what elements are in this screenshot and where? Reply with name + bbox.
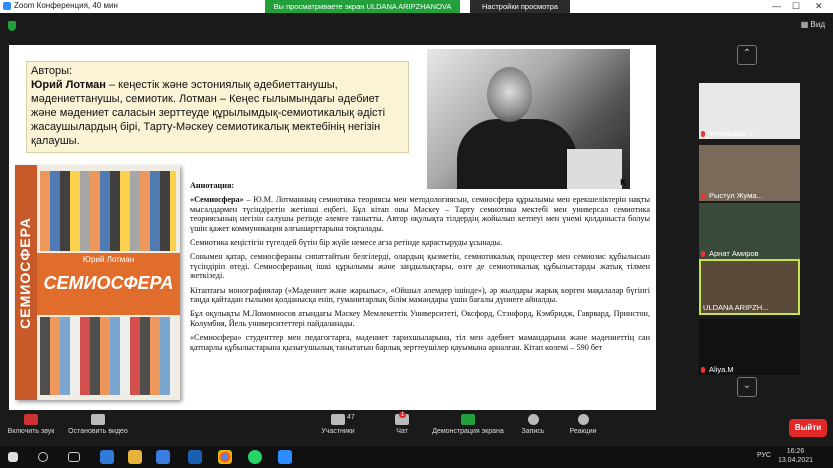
chat-label: Чат xyxy=(396,428,408,435)
view-button-label: Вид xyxy=(810,20,825,29)
mic-muted-icon xyxy=(701,131,705,137)
participant-name: Арнат Амиров xyxy=(709,249,759,258)
author-text: – кеңестік және эстониялық әдебиеттанушы, мәдениеттанушы, семиотик. Лотман – Кеңес ғылымындағы әдебиет және мәдениет саласын зерттеуде құрылымдық-семиотикалық әдісті жасаушылардың бірі, Тарту-Мәскеу семиотикалық мектебінің негізін қалаушы. xyxy=(31,79,386,147)
mic-muted-icon xyxy=(701,251,705,257)
clock-date: 13.04.2021 xyxy=(777,457,813,464)
window-title: Zoom Конференция, 40 мин xyxy=(14,1,118,10)
meeting-topbar xyxy=(0,13,833,41)
annotation xyxy=(190,181,650,357)
mute-button[interactable] xyxy=(6,414,56,435)
record-button[interactable] xyxy=(518,414,548,435)
participants-button[interactable] xyxy=(318,414,358,435)
video-label: Остановить видео xyxy=(68,428,128,435)
participant-name: Yerkebulan Y... xyxy=(709,129,759,138)
chrome-icon[interactable] xyxy=(218,450,232,464)
participant-name: ULDANA ARIPZH... xyxy=(703,303,769,312)
meeting-toolbar xyxy=(0,410,833,446)
task-view-icon[interactable] xyxy=(68,452,80,462)
participant-tile[interactable] xyxy=(699,83,800,139)
photo-head xyxy=(487,67,532,122)
share-banner: Вы просматриваете экран ULDANA ARIPZHANOVA xyxy=(265,0,460,13)
participant-name: Рыстул Жума... xyxy=(709,191,763,200)
zoom-logo-icon xyxy=(3,2,11,10)
clock[interactable] xyxy=(778,447,813,465)
annotation-paragraph-6: «Семиосфера» студенттер мен педагогтарға, мәдениет тарихшыларына, тіл мен әдебиет мамандарына және мәдениеттің сан қатпарлы құбылыстарына қызығушылық танытатын барлық зерттеушілер қауымына арналған. Кітап көлемі – 590 бет xyxy=(190,333,650,352)
annotation-paragraph-3: Сонымен қатар, семиосфераны сипаттайтын белгілерді, олардың қызметін, семиотикалық процестер мен семиозис құбылысын түсіндіріп өтеді. Семиосфераның ішкі құрылымы және заңдылықтары, өзге де семиотикалық құбылыстарды жатық тілмен жеткізеді. xyxy=(190,252,650,281)
mic-muted-icon xyxy=(701,367,705,373)
clock-time: 16:26 xyxy=(786,448,805,455)
book-cover xyxy=(15,165,180,400)
minimize-icon[interactable]: — xyxy=(772,1,781,11)
language-indicator[interactable]: РУС xyxy=(756,452,771,459)
reactions-button[interactable] xyxy=(566,414,600,435)
annotation-paragraph-2: Семиотика кеңістігін түгелдей бүтін бір жүйе немесе ағза ретінде қарастыруды ұсынады. xyxy=(190,238,503,248)
cover-pattern-top xyxy=(40,171,176,251)
maximize-icon[interactable]: ☐ xyxy=(792,1,801,11)
authors-box xyxy=(26,61,409,153)
participants-icon xyxy=(331,414,345,425)
participant-gallery xyxy=(657,41,833,409)
windows-start-icon[interactable] xyxy=(8,452,18,462)
participant-tile-active[interactable] xyxy=(699,259,800,315)
cover-pattern-bottom xyxy=(40,317,176,395)
participant-tile[interactable] xyxy=(699,319,800,375)
annotation-paragraph-1 xyxy=(190,195,650,233)
record-icon xyxy=(528,414,539,425)
lotman-photo xyxy=(427,49,630,189)
annotation-title-bold: «Семиосфера» xyxy=(190,195,244,205)
book-spine-title: СЕМИОСФЕРА xyxy=(17,217,33,329)
video-button[interactable] xyxy=(66,414,130,435)
zoom-taskbar-icon[interactable] xyxy=(278,450,292,464)
author-name: Юрий Лотман xyxy=(31,79,106,91)
authors-paragraph xyxy=(31,78,404,148)
authors-label: Авторы: xyxy=(31,65,73,77)
edge-icon[interactable] xyxy=(100,450,114,464)
gallery-down-icon[interactable]: ⌄ xyxy=(737,377,757,397)
view-button[interactable]: ▦ Вид xyxy=(800,20,825,29)
shared-slide xyxy=(9,45,656,412)
share-screen-icon xyxy=(461,414,475,425)
windows-taskbar xyxy=(0,446,833,468)
mic-muted-icon xyxy=(701,193,705,199)
mute-label: Включить звук xyxy=(7,428,55,435)
share-label: Демонстрация экрана xyxy=(432,428,504,435)
gallery-up-icon[interactable]: ⌃ xyxy=(737,45,757,65)
store-icon[interactable] xyxy=(156,450,170,464)
annotation-paragraph-5: Бұл оқулықты М.Ломомносов атындағы Мәскеу Мемлекеттік Университеті, Оксфорд, Стэнфорд, Кэмбридж, Гаврвард, Принстон, Колумбия, Йель университеттері пайдаланады. xyxy=(190,309,650,328)
participant-name: Aliya.M xyxy=(709,365,734,374)
search-icon[interactable] xyxy=(38,452,48,462)
leave-button[interactable]: Выйти xyxy=(789,419,827,437)
participants-count: 47 xyxy=(347,414,355,421)
participants-label: Участники xyxy=(321,428,355,435)
chat-badge: 1 xyxy=(401,412,405,418)
word-icon[interactable] xyxy=(188,450,202,464)
annotation-paragraph-4: Кітаптағы монографиялар («Мәдениет және жарылыс», «Ойшыл әлемдер ішінде»), әр жылдары жарық көрген мақалалар бүгінгі таңда қайтадан ғылыми қолданысқа еніп, гуманитарлық білім мамандары үшін бағалы дүниеге айналды. xyxy=(190,285,650,305)
microphone-muted-icon xyxy=(24,414,38,425)
annotation-heading: Аннотация: xyxy=(190,181,235,190)
annotation-p1-text: – Ю.М. Лотманның семиотика теориясы мен методологиясын, семиосфера құрылымы мен ерекшеліктерін нақты мысалдармен түсіндіретін жетінші еңбегі. Бұл кітап оны Мәскеу – Тарту семиотика мектебі мен универсал семиотика теориясының негізін салушы ретінде әлемге танытты. Автор оқулықта тілдердің жойылып кетпеуі мен үнемі қолданыста болуы үшін қажет коммуникация алғышарттарына тоқталады. xyxy=(190,195,650,233)
book-author: Юрий Лотман xyxy=(82,255,135,264)
video-camera-icon xyxy=(91,414,105,425)
record-label: Запись xyxy=(521,428,545,435)
photo-watermark: K xyxy=(620,178,626,187)
book-title: СЕМИОСФЕРА xyxy=(43,273,174,293)
file-explorer-icon[interactable] xyxy=(128,450,142,464)
reactions-label: Реакции xyxy=(569,428,597,435)
share-screen-button[interactable] xyxy=(428,414,508,435)
participant-tile[interactable] xyxy=(699,203,800,259)
participant-tile[interactable] xyxy=(699,145,800,201)
whatsapp-icon[interactable] xyxy=(248,450,262,464)
close-icon[interactable]: ✕ xyxy=(815,1,823,11)
view-options-button[interactable]: Настройки просмотра xyxy=(470,0,570,13)
security-shield-icon[interactable] xyxy=(8,21,16,31)
reactions-icon xyxy=(578,414,589,425)
photo-figure xyxy=(457,119,577,189)
chat-button[interactable] xyxy=(390,414,414,435)
